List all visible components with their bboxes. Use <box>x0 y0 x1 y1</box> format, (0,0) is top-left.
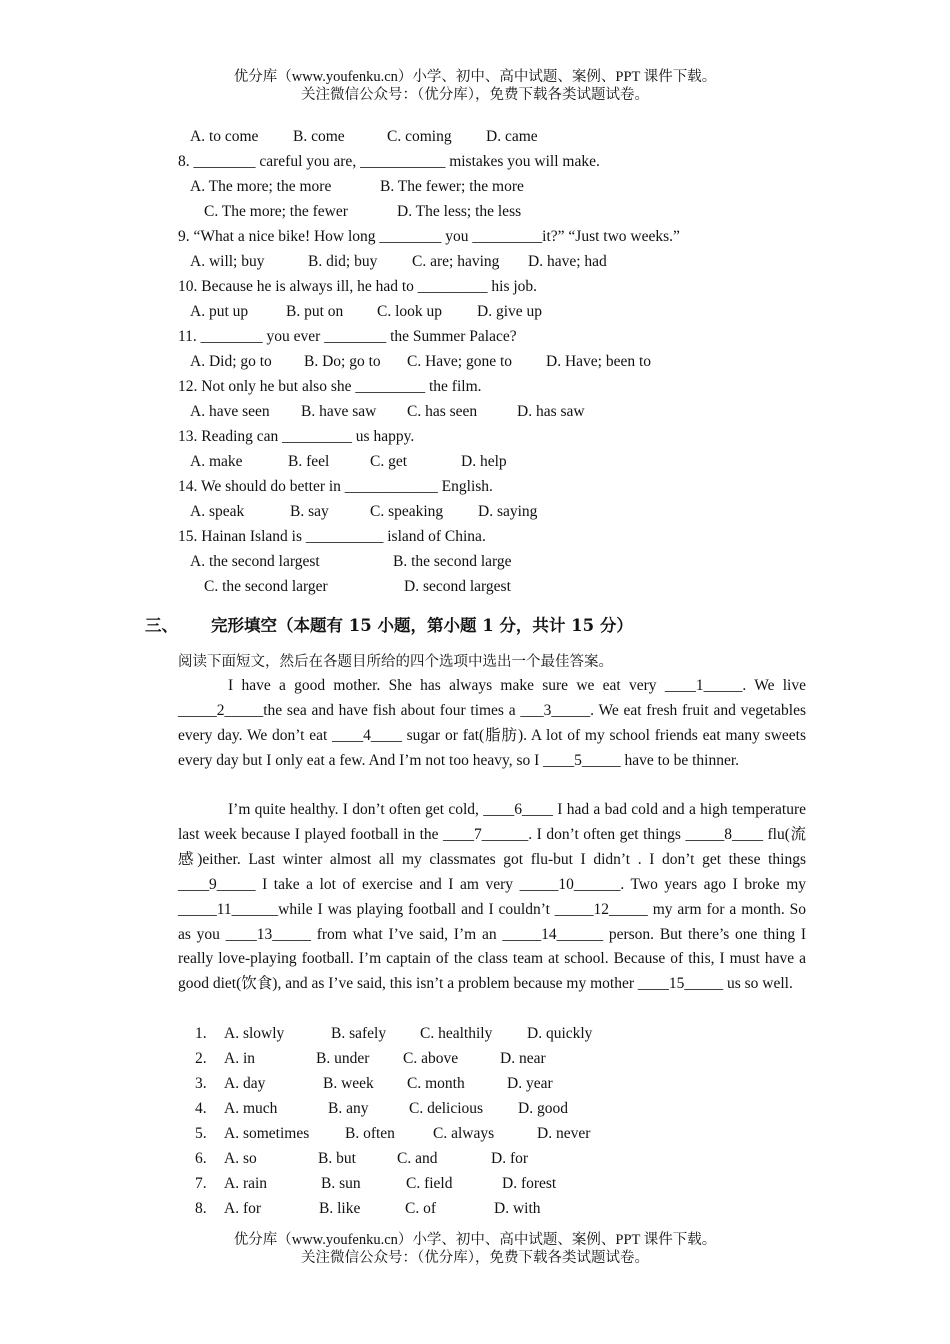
cloze-8-option-a: A. for <box>224 1200 262 1217</box>
question-9-option-c: C. are; having <box>412 253 500 270</box>
question-13-option-b: B. feel <box>288 453 330 470</box>
cloze-3-option-a: A. day <box>224 1075 266 1092</box>
cloze-7-number: 7. <box>195 1175 207 1192</box>
question-14-stem: 14. We should do better in ____________ English. <box>178 478 493 495</box>
cloze-4-option-d: D. good <box>518 1100 568 1117</box>
cloze-3-option-b: B. week <box>323 1075 374 1092</box>
question-9-stem: 9. “What a nice bike! How long ________ you _________it?” “Just two weeks.” <box>178 228 680 245</box>
question-10-option-b: B. put on <box>286 303 344 320</box>
question-9-option-b: B. did; buy <box>308 253 378 270</box>
cloze-5-option-d: D. never <box>537 1125 591 1142</box>
cloze-8-option-b: B. like <box>319 1200 361 1217</box>
footer-line-2: 关注微信公众号：（优分库），免费下载各类试题试卷。 <box>301 1250 649 1266</box>
question-8-option-b: B. The fewer; the more <box>380 178 524 195</box>
cloze-6-option-d: D. for <box>491 1150 529 1167</box>
question-10-option-d: D. give up <box>477 303 543 320</box>
question-15-stem: 15. Hainan Island is __________ island of China. <box>178 528 486 545</box>
cloze-6-option-c: C. and <box>397 1150 438 1167</box>
question-13-stem: 13. Reading can _________ us happy. <box>178 428 415 445</box>
page-footer <box>0 1231 950 1267</box>
cloze-6-number: 6. <box>195 1150 207 1167</box>
question-9-option-d: D. have; had <box>528 253 607 270</box>
question-14-option-c: C. speaking <box>370 503 444 520</box>
question-13-option-c: C. get <box>370 453 408 470</box>
footer-line-1: 优分库（www.youfenku.cn）小学、初中、高中试题、案例、PPT 课件下载。 <box>233 1232 717 1248</box>
question-11-option-d: D. Have; been to <box>546 353 652 370</box>
cloze-2-number: 2. <box>195 1050 207 1067</box>
cloze-1-number: 1. <box>195 1025 207 1042</box>
cloze-3-number: 3. <box>195 1075 207 1092</box>
cloze-7-option-a: A. rain <box>224 1175 268 1192</box>
question-15-option-b: B. the second large <box>393 553 512 570</box>
cloze-6-option-a: A. so <box>224 1150 257 1167</box>
cloze-6-option-b: B. but <box>318 1150 356 1167</box>
passage-paragraph-2: I’m quite healthy. I don’t often get cold, ____6____ I had a bad cold and a high temperature last week because I played football in the ____7______. I don’t often get things _____8____ flu(流感)either. Last winter almost all my classmates got flu-but I didn’t . I don’t get these things ____9_____ I take a lot of exercise and I am very _____10______. Two years ago I broke my _____11______while I was playing football and I couldn’t _____12_____ my arm for a month. So as you ____13_____ from what I’ve said, I’m an _____14______ person. But there’s one thing I really love-playing football. I’m captain of the class team at school. Because of this, I must have a good diet(饮食), and as I’ve said, this isn’t a problem because my mother ____15_____ us so well. <box>178 801 806 993</box>
section-3-heading <box>145 612 633 636</box>
q7-option-b: B. come <box>293 128 345 145</box>
cloze-5-option-c: C. always <box>433 1125 495 1142</box>
header-line-1: 优分库（www.youfenku.cn）小学、初中、高中试题、案例、PPT 课件下载。 <box>233 69 717 85</box>
cloze-3-option-c: C. month <box>407 1075 465 1092</box>
question-12-option-b: B. have saw <box>301 403 377 420</box>
cloze-5-option-a: A. sometimes <box>224 1125 310 1142</box>
question-12-stem: 12. Not only he but also she _________ the film. <box>178 378 482 395</box>
question-13-option-d: D. help <box>461 453 507 470</box>
cloze-1-option-b: B. safely <box>331 1025 387 1042</box>
section-3-number: 三、 <box>145 616 178 635</box>
question-15-option-d: D. second largest <box>404 578 511 595</box>
cloze-4-option-b: B. any <box>328 1100 369 1117</box>
section-3-instruction: 阅读下面短文，然后在各题目所给的四个选项中选出一个最佳答案。 <box>178 654 613 670</box>
cloze-4-option-a: A. much <box>224 1100 278 1117</box>
question-8-stem: 8. ________ careful you are, ___________ mistakes you will make. <box>178 153 600 170</box>
cloze-1-option-c: C. healthily <box>420 1025 493 1042</box>
cloze-2-option-d: D. near <box>500 1050 546 1067</box>
question-9-option-a: A. will; buy <box>190 253 265 270</box>
question-14-option-d: D. saying <box>478 503 538 520</box>
cloze-4-option-c: C. delicious <box>409 1100 484 1117</box>
cloze-8-option-c: C. of <box>405 1200 436 1217</box>
passage-paragraph-1: I have a good mother. She has always make sure we eat very ____1_____. We live _____2_____the sea and have fish about four times a ___3_____. We eat fresh fruit and vegetables every day. We don’t eat ____4____ sugar or fat(脂肪). A lot of my school friends eat many sweets every day but I only eat a few. And I’m not too heavy, so I ____5_____ have to be thinner. <box>178 677 806 769</box>
cloze-5-number: 5. <box>195 1125 207 1142</box>
page-header <box>0 68 950 104</box>
q7-option-a: A. to come <box>190 128 259 145</box>
cloze-3-option-d: D. year <box>507 1075 553 1092</box>
q7-option-d: D. came <box>486 128 538 145</box>
cloze-7-option-d: D. forest <box>502 1175 557 1192</box>
header-line-2: 关注微信公众号：（优分库），免费下载各类试题试卷。 <box>301 87 649 103</box>
cloze-5-option-b: B. often <box>345 1125 395 1142</box>
question-11-stem: 11. ________ you ever ________ the Summer Palace? <box>178 328 517 345</box>
question-11-option-c: C. Have; gone to <box>407 353 513 370</box>
question-14-option-a: A. speak <box>190 503 245 520</box>
question-12-option-a: A. have seen <box>190 403 270 420</box>
question-8-option-a: A. The more; the more <box>190 178 332 195</box>
question-12-option-d: D. has saw <box>517 403 585 420</box>
question-11-option-b: B. Do; go to <box>304 353 381 370</box>
cloze-2-option-a: A. in <box>224 1050 255 1067</box>
cloze-7-option-c: C. field <box>406 1175 453 1192</box>
cloze-1-option-a: A. slowly <box>224 1025 285 1042</box>
cloze-2-option-c: C. above <box>403 1050 459 1067</box>
cloze-7-option-b: B. sun <box>321 1175 361 1192</box>
cloze-8-number: 8. <box>195 1200 207 1217</box>
question-10-stem: 10. Because he is always ill, he had to _________ his job. <box>178 278 538 295</box>
question-10-option-c: C. look up <box>377 303 443 320</box>
question-11-option-a: A. Did; go to <box>190 353 272 370</box>
q7-option-c: C. coming <box>387 128 452 145</box>
question-10-option-a: A. put up <box>190 303 249 320</box>
question-14-option-b: B. say <box>290 503 329 520</box>
question-12-option-c: C. has seen <box>407 403 478 420</box>
section-3-title: 完形填空（本题有 15 小题，第小题 1 分，共计 15 分） <box>211 616 633 635</box>
cloze-8-option-d: D. with <box>494 1200 541 1217</box>
question-15-option-a: A. the second largest <box>190 553 320 570</box>
cloze-1-option-d: D. quickly <box>527 1025 593 1042</box>
question-8-option-c: C. The more; the fewer <box>204 203 348 220</box>
cloze-4-number: 4. <box>195 1100 207 1117</box>
question-8-option-d: D. The less; the less <box>397 203 522 220</box>
cloze-2-option-b: B. under <box>316 1050 370 1067</box>
question-13-option-a: A. make <box>190 453 243 470</box>
question-15-option-c: C. the second larger <box>204 578 328 595</box>
